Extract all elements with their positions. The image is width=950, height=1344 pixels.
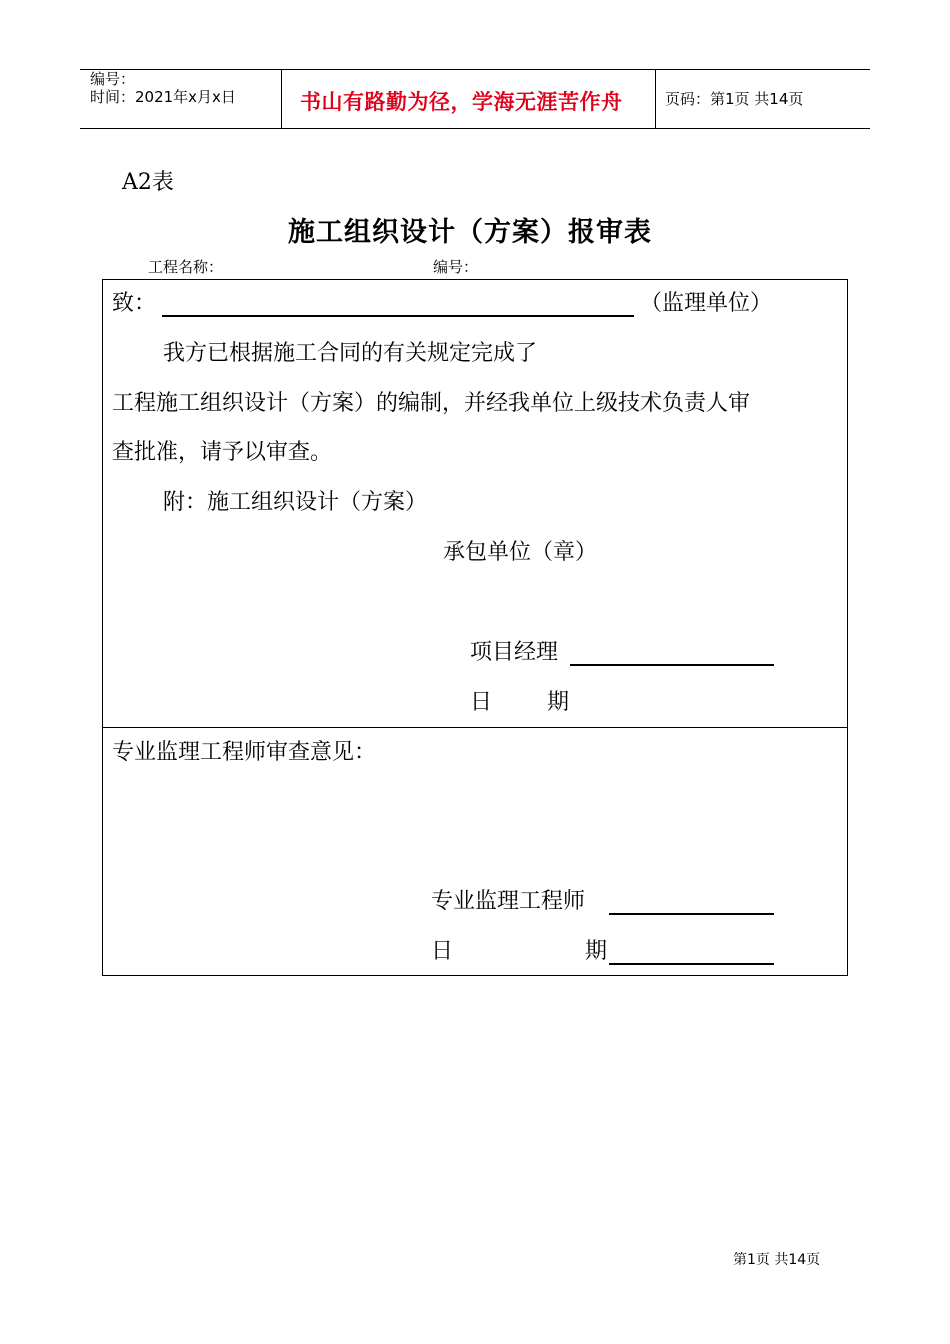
page-title: 施工组织设计（方案）报审表 <box>288 217 652 248</box>
header-bottom-border <box>80 128 870 129</box>
engineer-date-char-1: 日 <box>431 939 454 964</box>
form-number-label: 编号： <box>433 258 479 276</box>
header-page-info: 页码：第1页 共14页 <box>665 90 804 108</box>
body-line-2: 工程施工组织设计（方案）的编制，并经我单位上级技术负责人审 <box>112 391 751 416</box>
header-divider-right <box>655 69 656 129</box>
engineer-opinion-label: 专业监理工程师审查意见： <box>112 740 377 765</box>
to-suffix: （监理单位） <box>640 291 773 316</box>
header-time: 时间：2021年x月x日 <box>90 88 236 106</box>
form-table <box>102 279 848 976</box>
engineer-date-field[interactable] <box>609 963 774 965</box>
contractor-seal-label: 承包单位（章） <box>443 540 598 565</box>
project-manager-field[interactable] <box>570 664 774 666</box>
header-number-label: 编号： <box>90 70 136 88</box>
attachment-line: 附：施工组织设计（方案） <box>163 490 428 515</box>
form-code: A2表 <box>122 170 174 195</box>
supervisor-unit-field[interactable] <box>162 315 634 317</box>
engineer-date-char-2: 期 <box>585 939 608 964</box>
project-name-label: 工程名称： <box>148 258 224 276</box>
footer-page-info: 第1页 共14页 <box>733 1252 821 1268</box>
date-label-char-1: 日 <box>470 690 493 715</box>
to-label: 致： <box>112 291 157 316</box>
header-top-border <box>80 69 870 70</box>
engineer-signature-field[interactable] <box>609 913 774 915</box>
header-motto: 书山有路勤为径，学海无涯苦作舟 <box>300 90 623 114</box>
engineer-signature-label: 专业监理工程师 <box>431 889 586 914</box>
form-section-divider <box>102 727 848 728</box>
body-line-1: 我方已根据施工合同的有关规定完成了 <box>163 341 538 366</box>
header-divider-left <box>281 69 282 129</box>
project-manager-label: 项目经理 <box>470 640 559 665</box>
date-label-char-2: 期 <box>547 690 570 715</box>
body-line-3: 查批准，请予以审查。 <box>112 440 333 465</box>
